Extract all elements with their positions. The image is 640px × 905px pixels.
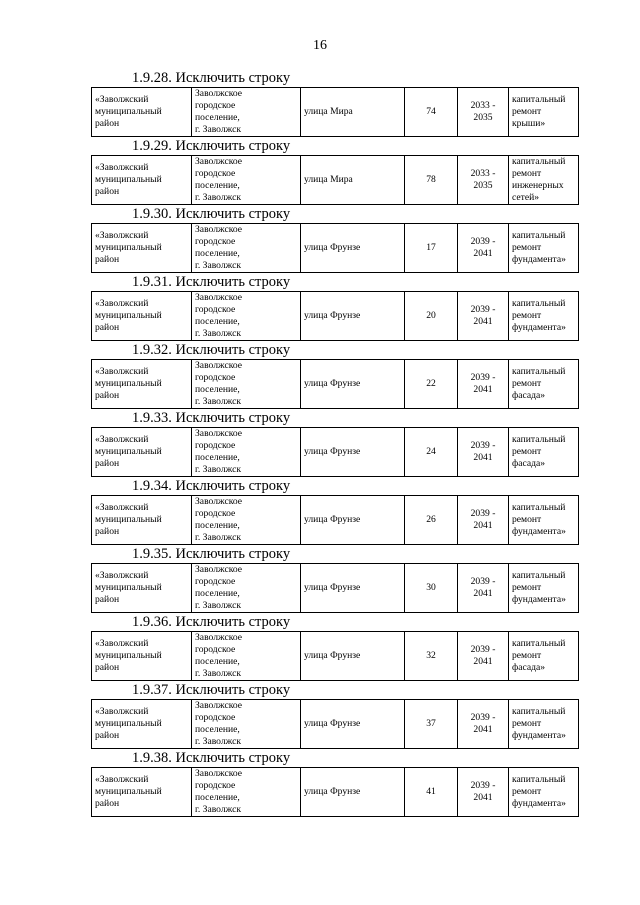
work-type-cell: капитальный ремонт фундамента» (509, 700, 579, 749)
settlement-cell: Заволжское городское поселение, г. Заволжск (192, 292, 301, 341)
entry-heading: 1.9.32. Исключить строку (132, 342, 291, 358)
amendment-entry (91, 341, 579, 409)
amendment-entry (91, 545, 579, 613)
work-type-cell: капитальный ремонт фундамента» (509, 768, 579, 817)
house-number-cell: 32 (405, 632, 458, 681)
excluded-row-table (91, 767, 579, 817)
house-number-cell: 74 (405, 88, 458, 137)
period-cell: 2039 - 2041 (458, 768, 509, 817)
work-type-cell: капитальный ремонт фундамента» (509, 292, 579, 341)
period-cell: 2033 - 2035 (458, 156, 509, 205)
table-row (92, 564, 579, 613)
table-row (92, 156, 579, 205)
excluded-row-table (91, 563, 579, 613)
district-cell: «Заволжский муниципальный район (92, 700, 192, 749)
street-cell: улица Мира (301, 156, 405, 205)
work-type-cell: капитальный ремонт фасада» (509, 632, 579, 681)
street-cell: улица Мира (301, 88, 405, 137)
entry-heading: 1.9.31. Исключить строку (132, 274, 291, 290)
excluded-row-table (91, 155, 579, 205)
house-number-cell: 41 (405, 768, 458, 817)
entry-heading: 1.9.38. Исключить строку (132, 750, 291, 766)
settlement-cell: Заволжское городское поселение, г. Заволжск (192, 428, 301, 477)
period-cell: 2039 - 2041 (458, 564, 509, 613)
table-row (92, 88, 579, 137)
excluded-row-table (91, 291, 579, 341)
table-row (92, 632, 579, 681)
table-row (92, 496, 579, 545)
settlement-cell: Заволжское городское поселение, г. Заволжск (192, 224, 301, 273)
work-type-cell: капитальный ремонт инженерных сетей» (509, 156, 579, 205)
settlement-cell: Заволжское городское поселение, г. Заволжск (192, 496, 301, 545)
settlement-cell: Заволжское городское поселение, г. Заволжск (192, 700, 301, 749)
district-cell: «Заволжский муниципальный район (92, 496, 192, 545)
amendment-entry (91, 205, 579, 273)
street-cell: улица Фрунзе (301, 768, 405, 817)
amendment-entry (91, 69, 579, 137)
work-type-cell: капитальный ремонт фундамента» (509, 496, 579, 545)
street-cell: улица Фрунзе (301, 496, 405, 545)
entries-list (91, 69, 579, 817)
table-row (92, 428, 579, 477)
house-number-cell: 20 (405, 292, 458, 341)
work-type-cell: капитальный ремонт фасада» (509, 360, 579, 409)
amendment-entry (91, 477, 579, 545)
settlement-cell: Заволжское городское поселение, г. Заволжск (192, 768, 301, 817)
district-cell: «Заволжский муниципальный район (92, 224, 192, 273)
district-cell: «Заволжский муниципальный район (92, 360, 192, 409)
settlement-cell: Заволжское городское поселение, г. Заволжск (192, 564, 301, 613)
settlement-cell: Заволжское городское поселение, г. Заволжск (192, 360, 301, 409)
house-number-cell: 78 (405, 156, 458, 205)
district-cell: «Заволжский муниципальный район (92, 292, 192, 341)
work-type-cell: капитальный ремонт фундамента» (509, 224, 579, 273)
table-row (92, 700, 579, 749)
district-cell: «Заволжский муниципальный район (92, 768, 192, 817)
excluded-row-table (91, 699, 579, 749)
house-number-cell: 22 (405, 360, 458, 409)
table-row (92, 360, 579, 409)
page-number: 16 (313, 38, 327, 53)
entry-heading: 1.9.36. Исключить строку (132, 614, 291, 630)
table-row (92, 292, 579, 341)
period-cell: 2039 - 2041 (458, 428, 509, 477)
work-type-cell: капитальный ремонт фасада» (509, 428, 579, 477)
district-cell: «Заволжский муниципальный район (92, 156, 192, 205)
district-cell: «Заволжский муниципальный район (92, 564, 192, 613)
street-cell: улица Фрунзе (301, 700, 405, 749)
entry-heading: 1.9.29. Исключить строку (132, 138, 291, 154)
excluded-row-table (91, 87, 579, 137)
work-type-cell: капитальный ремонт крыши» (509, 88, 579, 137)
amendment-entry (91, 749, 579, 817)
excluded-row-table (91, 631, 579, 681)
entry-heading: 1.9.35. Исключить строку (132, 546, 291, 562)
street-cell: улица Фрунзе (301, 292, 405, 341)
amendment-entry (91, 613, 579, 681)
street-cell: улица Фрунзе (301, 224, 405, 273)
amendment-entry (91, 681, 579, 749)
street-cell: улица Фрунзе (301, 564, 405, 613)
entry-heading: 1.9.37. Исключить строку (132, 682, 291, 698)
period-cell: 2039 - 2041 (458, 632, 509, 681)
period-cell: 2039 - 2041 (458, 360, 509, 409)
amendment-entry (91, 273, 579, 341)
settlement-cell: Заволжское городское поселение, г. Заволжск (192, 632, 301, 681)
street-cell: улица Фрунзе (301, 428, 405, 477)
period-cell: 2039 - 2041 (458, 292, 509, 341)
table-row (92, 224, 579, 273)
house-number-cell: 30 (405, 564, 458, 613)
table-row (92, 768, 579, 817)
amendment-entry (91, 409, 579, 477)
street-cell: улица Фрунзе (301, 360, 405, 409)
period-cell: 2039 - 2041 (458, 496, 509, 545)
excluded-row-table (91, 427, 579, 477)
district-cell: «Заволжский муниципальный район (92, 632, 192, 681)
settlement-cell: Заволжское городское поселение, г. Заволжск (192, 156, 301, 205)
excluded-row-table (91, 223, 579, 273)
district-cell: «Заволжский муниципальный район (92, 88, 192, 137)
house-number-cell: 17 (405, 224, 458, 273)
amendment-entry (91, 137, 579, 205)
entry-heading: 1.9.34. Исключить строку (132, 478, 291, 494)
entry-heading: 1.9.30. Исключить строку (132, 206, 291, 222)
work-type-cell: капитальный ремонт фундамента» (509, 564, 579, 613)
period-cell: 2039 - 2041 (458, 224, 509, 273)
period-cell: 2033 - 2035 (458, 88, 509, 137)
entry-heading: 1.9.28. Исключить строку (132, 70, 291, 86)
district-cell: «Заволжский муниципальный район (92, 428, 192, 477)
street-cell: улица Фрунзе (301, 632, 405, 681)
excluded-row-table (91, 495, 579, 545)
house-number-cell: 26 (405, 496, 458, 545)
house-number-cell: 24 (405, 428, 458, 477)
settlement-cell: Заволжское городское поселение, г. Заволжск (192, 88, 301, 137)
house-number-cell: 37 (405, 700, 458, 749)
entry-heading: 1.9.33. Исключить строку (132, 410, 291, 426)
excluded-row-table (91, 359, 579, 409)
period-cell: 2039 - 2041 (458, 700, 509, 749)
